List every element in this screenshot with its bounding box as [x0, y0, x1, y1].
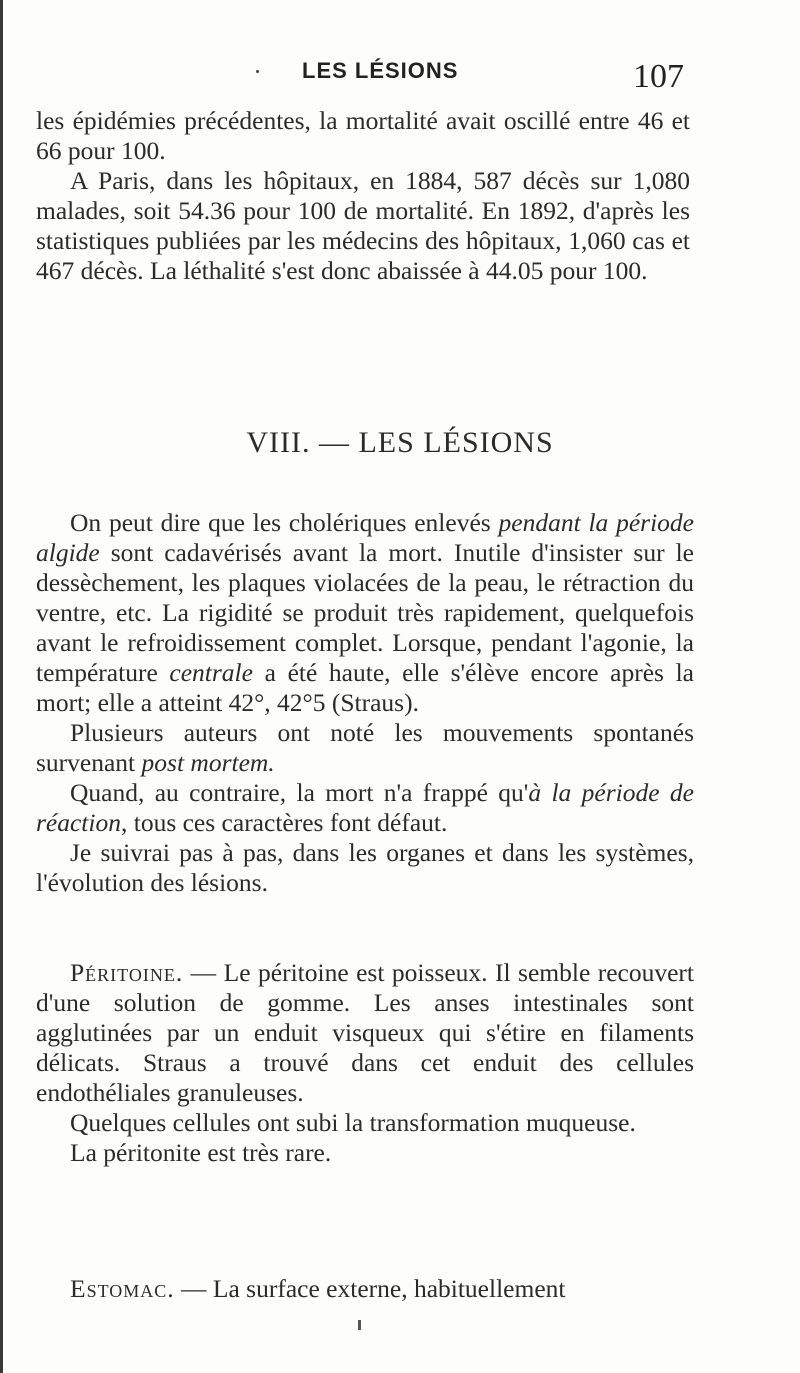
estomac-label: Estomac. — [70, 1274, 175, 1303]
estomac-p1: — La surface externe, habituellement — [174, 1274, 566, 1303]
intro-text — [36, 106, 690, 286]
peritoine-p1: — Le péritoine est poisseux. Il semble recouvert d'une solution de gomme. Les anses intestinales sont agglutinées par un enduit visqueux qui s'étire en filaments délicats. Straus a trouvé dans cet enduit des cellules endothéliales granuleuses. — [36, 958, 694, 1107]
print-dot — [256, 70, 259, 73]
body-paragraph-3 — [36, 778, 694, 838]
lesions-text — [36, 508, 694, 898]
section-title: VIII. — LES LÉSIONS — [246, 426, 554, 459]
body-p3-a: Quand, au contraire, la mort n'a frappé qu' — [70, 778, 529, 807]
peritoine-paragraph-1 — [36, 958, 694, 1108]
body-paragraph-2 — [36, 718, 694, 778]
page-number: 107 — [633, 58, 684, 95]
running-title: LES LÉSIONS — [302, 58, 459, 83]
intro-paragraph-2: A Paris, dans les hôpitaux, en 1884, 587 décès sur 1,080 malades, soit 54.36 pour 100 de mortalité. En 1892, d'après les statistiques publiées par les médecins des hôpitaux, 1,060 cas et 467 décès. La léthalité s'est donc abaissée à 44.05 pour 100. — [36, 166, 690, 285]
body-paragraph-4: Je suivrai pas à pas, dans les organes et dans les systèmes, l'évolution des lésions. — [36, 838, 694, 897]
peritoine-label: Péritoine. — [70, 958, 184, 987]
page-header — [0, 58, 800, 98]
peritoine-text — [36, 958, 694, 1168]
estomac-paragraph-1 — [36, 1274, 694, 1304]
body-p1-b: sont cadavérisés avant la mort. Inutile d'insister sur le dessèchement, les plaques violacées de la peau, le rétraction du ventre, etc. La rigidité se produit très rapidement, quelquefois avant le refroidissement complet. Lorsque, pendant l'agonie, la température — [36, 538, 694, 687]
body-p1-c: a été haute, elle s'élève encore après la mort; elle a atteint 42°, 42°5 (Straus). — [36, 658, 694, 717]
body-p2-italic: post mortem. — [141, 748, 275, 777]
body-p1-a: On peut dire que les cholériques enlevés — [70, 508, 499, 537]
estomac-text — [36, 1274, 694, 1304]
peritoine-paragraph-3: La péritonite est très rare. — [70, 1138, 332, 1167]
print-mark — [358, 1320, 361, 1330]
body-paragraph-1 — [36, 508, 694, 718]
intro-paragraph-1: les épidémies précédentes, la mortalité avait oscillé entre 46 et 66 pour 100. — [36, 106, 690, 165]
body-p1-italic-2: centrale — [169, 658, 253, 687]
peritoine-paragraph-2: Quelques cellules ont subi la transformation muqueuse. — [70, 1108, 636, 1137]
body-p2-a: Plusieurs auteurs ont noté les mouvements spontanés survenant — [36, 718, 694, 777]
body-p3-italic: à la période de réaction — [36, 778, 694, 837]
page-edge-shadow — [0, 0, 3, 1373]
body-p1-italic-1: pendant la période algide — [36, 508, 694, 567]
body-p3-b: , tous ces caractères font défaut. — [120, 808, 448, 837]
